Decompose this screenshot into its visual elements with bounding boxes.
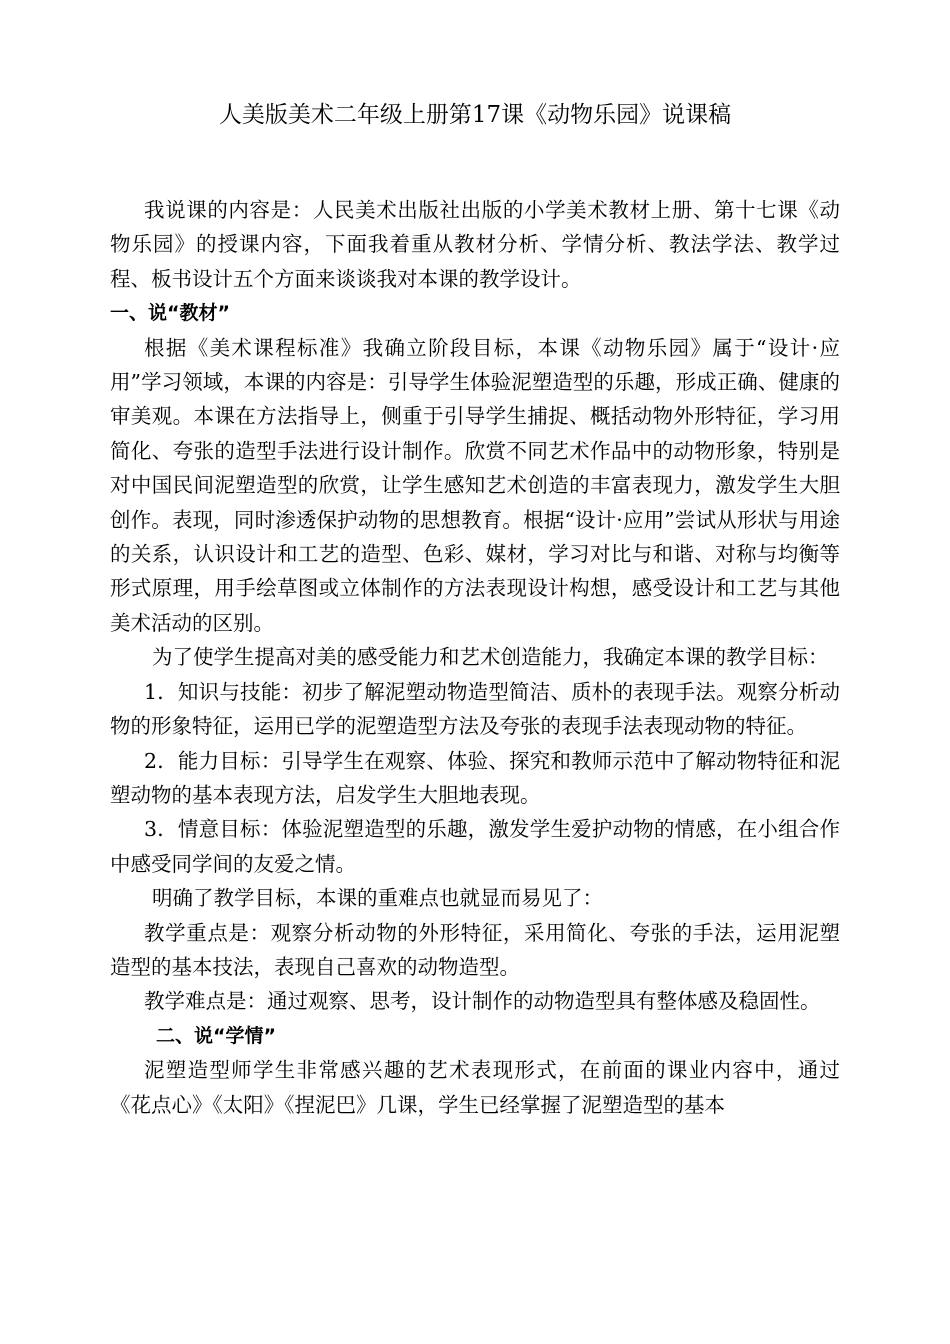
student-analysis-paragraph: 泥塑造型师学生非常感兴趣的艺术表现形式，在前面的课业内容中，通过《花点心》《太阳》《捏泥巴》几课，学生已经掌握了泥塑造型的基本 — [110, 1058, 840, 1117]
teaching-key-point: 教学重点是：观察分析动物的外形特征，采用简化、夸张的手法，运用泥塑造型的基本技法，表现自己喜欢的动物造型。 — [110, 920, 840, 979]
document-title: 人美版美术二年级上册第17课《动物乐园》说课稿 — [218, 102, 732, 128]
textbook-analysis-paragraph: 根据《美术课程标准》我确立阶段目标，本课《动物乐园》属于“设计·应用”学习领域，本课的内容是：引导学生体验泥塑造型的乐趣，形成正确、健康的审美观。本课在方法指导上，侧重于引导学生捕捉、概括动物外形特征，学习用简化、夸张的造型手法进行设计制作。欣赏不同艺术作品中的动物形象，特别是对中国民间泥塑造型的欣赏，让学生感知艺术创造的丰富表现力，激发学生大胆创作。表现，同时渗透保护动物的思想教育。根据“设计·应用”尝试从形状与用途的关系，认识设计和工艺的造型、色彩、媒材，学习对比与和谐、对称与均衡等形式原理，用手绘草图或立体制作的方法表现设计构想，感受设计和工艺与其他美术活动的区别。 — [110, 335, 840, 635]
section-heading-students: 二、说“学情” — [156, 1024, 276, 1047]
section-heading-textbook: 一、说“教材” — [110, 302, 230, 325]
goal-emotion: 3．情意目标：体验泥塑造型的乐趣，激发学生爱护动物的情感，在小组合作中感受同学间的友爱之情。 — [110, 817, 840, 876]
goal-ability: 2．能力目标：引导学生在观察、体验、探究和教师示范中了解动物特征和泥塑动物的基本表现方法，启发学生大胆地表现。 — [110, 748, 840, 807]
teaching-goals-intro: 为了使学生提高对美的感受能力和艺术创造能力，我确定本课的教学目标： — [152, 645, 829, 670]
key-points-intro: 明确了教学目标，本课的重难点也就显而易见了： — [152, 886, 603, 911]
document-body — [110, 193, 840, 1122]
intro-paragraph: 我说课的内容是：人民美术出版社出版的小学美术教材上册、第十七课《动物乐园》的授课内容，下面我着重从教材分析、学情分析、教法学法、教学过程、板书设计五个方面来谈谈我对本课的教学设计。 — [110, 198, 840, 291]
teaching-difficulty: 教学难点是：通过观察、思考，设计制作的动物造型具有整体感及稳固性。 — [144, 989, 821, 1014]
goal-knowledge-skills: 1．知识与技能：初步了解泥塑动物造型简洁、质朴的表现手法。观察分析动物的形象特征，运用已学的泥塑造型方法及夸张的表现手法表现动物的特征。 — [110, 679, 840, 739]
